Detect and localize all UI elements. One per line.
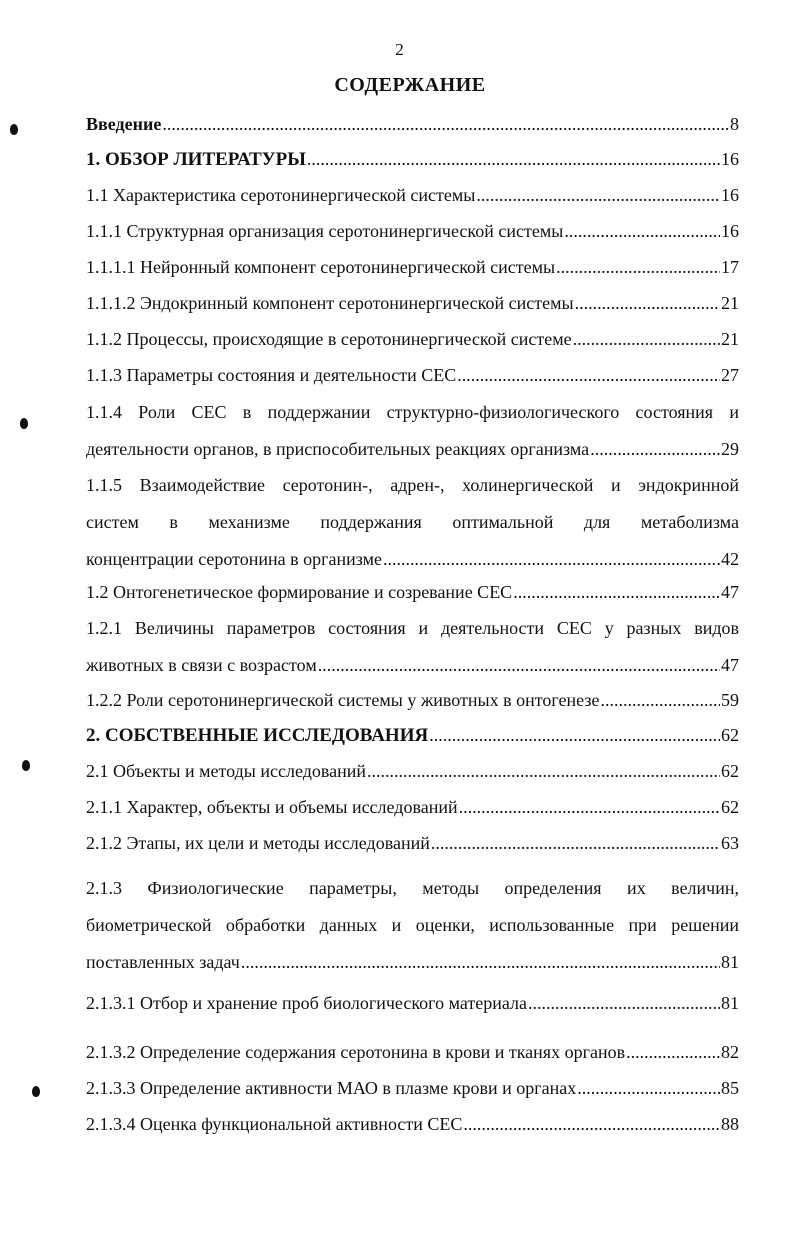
leader-dots: [564, 213, 720, 250]
leader-dots: [367, 753, 720, 790]
toc-entry: [86, 610, 739, 684]
toc-entry-line: 1.2.1 Величины параметров состояния и деятельности СЕС у разных видов: [86, 618, 739, 638]
toc-entry-title: 1.1.1.2 Эндокринный компонент серотонинергической системы: [86, 293, 574, 313]
toc-entry: [86, 357, 739, 394]
leader-dots: [577, 1070, 720, 1107]
toc-entry: [86, 574, 739, 611]
toc-entry: [86, 717, 739, 754]
leader-dots: [626, 1034, 720, 1071]
toc-entry-page: 62: [721, 797, 739, 817]
toc-entry: [86, 467, 739, 578]
toc-entry: [86, 285, 739, 322]
leader-dots: [241, 944, 720, 981]
toc-entry-title: 2. СОБСТВЕННЫЕ ИССЛЕДОВАНИЯ: [86, 725, 429, 746]
toc-entry-page: 47: [721, 582, 739, 602]
toc-entry-title: Введение: [86, 114, 162, 134]
toc-entry-page: 47: [721, 655, 739, 675]
page-title: СОДЕРЖАНИЕ: [334, 74, 486, 96]
toc-entry-page: 62: [721, 761, 739, 781]
toc-entry-page: 21: [721, 329, 739, 349]
toc-entry-title: 1. ОБЗОР ЛИТЕРАТУРЫ: [86, 149, 306, 170]
leader-dots: [457, 357, 720, 394]
leader-dots: [600, 682, 720, 719]
toc-entry-title: 1.2 Онтогенетическое формирование и созревание СЕС: [86, 582, 513, 602]
toc-entry-page: 81: [721, 993, 739, 1013]
leader-dots: [463, 1106, 720, 1143]
toc-entry: [86, 985, 739, 1022]
margin-mark: [22, 760, 30, 771]
leader-dots: [513, 574, 720, 611]
toc-entry: [86, 141, 739, 178]
toc-entry-title: 2.1.3.2 Определение содержания серотонина в крови и тканях органов: [86, 1042, 626, 1062]
leader-dots: [429, 717, 720, 754]
toc-entry: [86, 1034, 739, 1071]
leader-dots: [590, 431, 720, 468]
toc-entry-page: 81: [721, 952, 739, 972]
toc-entry-title: концентрации серотонина в организме: [86, 549, 383, 569]
toc-entry-page: 82: [721, 1042, 739, 1062]
leader-dots: [459, 789, 720, 826]
toc-entry-line: 1.1.4 Роли СЕС в поддержании структурно-физиологического состояния и: [86, 402, 739, 422]
toc-entry: [86, 249, 739, 286]
toc-entry-title: 2.1.3.1 Отбор и хранение проб биологического материала: [86, 993, 528, 1013]
toc-entry-line: 2.1.3 Физиологические параметры, методы определения их величин,: [86, 878, 739, 898]
toc-entry: [86, 789, 739, 826]
margin-mark: [10, 124, 18, 135]
toc-entry-page: 17: [721, 257, 739, 277]
toc-entry-title: 2.1.2 Этапы, их цели и методы исследований: [86, 833, 430, 853]
toc-entry-title: 2.1.1 Характер, объекты и объемы исследований: [86, 797, 458, 817]
toc-entry-title: 1.1.2 Процессы, происходящие в серотонинергической системе: [86, 329, 572, 349]
toc-entry-page: 88: [721, 1114, 739, 1134]
toc-entry-title: животных в связи с возрастом: [86, 655, 317, 675]
leader-dots: [575, 285, 720, 322]
toc-entry-page: 63: [721, 833, 739, 853]
toc-entry: [86, 753, 739, 790]
toc-entry-page: 27: [721, 365, 739, 385]
toc-entry-title: 2.1 Объекты и методы исследований: [86, 761, 367, 781]
toc-entry-title: деятельности органов, в приспособительных реакциях организма: [86, 439, 590, 459]
toc-entry: [86, 1106, 739, 1143]
leader-dots: [431, 825, 720, 862]
toc-entry-title: 1.1.1 Структурная организация серотонинергической системы: [86, 221, 564, 241]
toc-entry: [86, 1070, 739, 1107]
toc-entry: [86, 213, 739, 250]
margin-mark: [32, 1086, 40, 1097]
toc-entry-line: систем в механизме поддержания оптимальной для метаболизма: [86, 512, 739, 532]
toc-entry-page: .42: [716, 549, 739, 569]
leader-dots: [573, 321, 720, 358]
leader-dots: [162, 106, 729, 143]
toc-entry-page: 21: [721, 293, 739, 313]
toc-entry-title: поставленных задач: [86, 952, 240, 972]
toc-entry-page: 29: [721, 439, 739, 459]
page-number: 2: [395, 40, 404, 59]
toc-entry: [86, 682, 739, 719]
leader-dots: [556, 249, 720, 286]
toc-entry: [86, 177, 739, 214]
leader-dots: [383, 541, 715, 578]
leader-dots: [307, 141, 720, 178]
toc-entry-title: 2.1.3.3 Определение активности МАО в плазме крови и органах: [86, 1078, 577, 1098]
leader-dots: [318, 647, 720, 684]
toc-entry-title: 1.1.1.1 Нейронный компонент серотонинергической системы: [86, 257, 556, 277]
leader-dots: [476, 177, 720, 214]
toc-entry-page: 85: [721, 1078, 739, 1098]
toc-entry-page: 62: [721, 725, 739, 745]
toc-entry-title: 1.2.2 Роли серотонинергической системы у животных в онтогенезе: [86, 690, 600, 710]
toc-entry: [86, 825, 739, 862]
toc-entry: [86, 394, 739, 468]
toc-entry-title: 1.1 Характеристика серотонинергической системы: [86, 185, 476, 205]
toc-entry-page: 16: [721, 149, 739, 169]
margin-mark: [20, 418, 28, 429]
toc-entry-page: 59: [721, 690, 739, 710]
toc-entry-page: 8: [730, 114, 739, 134]
toc-entry-line: биометрической обработки данных и оценки, использованные при решении: [86, 915, 739, 935]
toc-entry: [86, 321, 739, 358]
leader-dots: [528, 985, 720, 1022]
toc-entry-title: 2.1.3.4 Оценка функциональной активности СЕС: [86, 1114, 463, 1134]
toc-entry-line: 1.1.5 Взаимодействие серотонин-, адрен-, холинергической и эндокринной: [86, 475, 739, 495]
toc-entry-page: 16: [721, 221, 739, 241]
toc-entry-page: 16: [721, 185, 739, 205]
toc-entry: [86, 870, 739, 981]
toc-entry: [86, 106, 739, 143]
toc-entry-title: 1.1.3 Параметры состояния и деятельности СЕС: [86, 365, 457, 385]
